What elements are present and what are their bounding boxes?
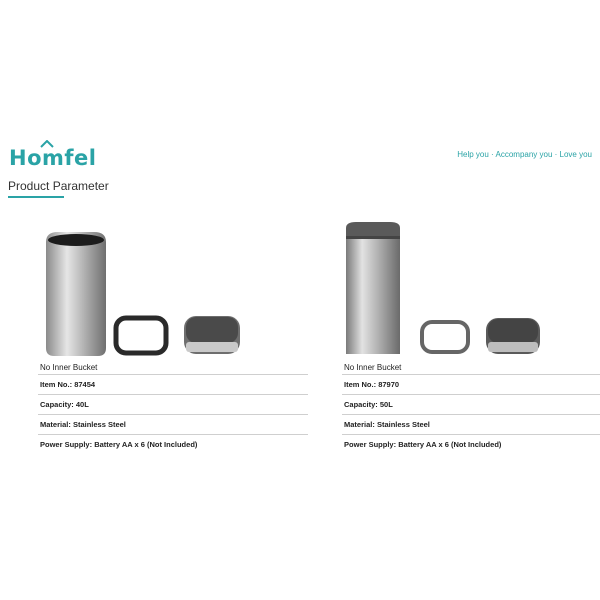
product-note-1: No Inner Bucket: [40, 363, 98, 372]
product-images-2: [342, 220, 600, 360]
item-value: 87970: [378, 380, 400, 389]
capacity-label: Capacity:: [344, 400, 378, 409]
item-label: Item No.:: [40, 380, 73, 389]
section-title: Product Parameter: [8, 179, 109, 193]
trash-can-50l-image: [342, 220, 552, 360]
product-card-2: [342, 220, 600, 454]
brand-logo: Homfel: [9, 146, 97, 170]
power-row-2: [342, 434, 600, 454]
material-value: Stainless Steel: [72, 420, 126, 429]
capacity-row-1: [38, 394, 308, 414]
item-no-row-1: [38, 374, 308, 394]
capacity-value: 40L: [75, 400, 89, 409]
item-label: Item No.:: [344, 380, 377, 389]
material-row-1: [38, 414, 308, 434]
power-label: Power Supply:: [40, 440, 93, 449]
brand-slogan: Help you · Accompany you · Love you: [457, 150, 592, 159]
material-row-2: [342, 414, 600, 434]
capacity-value: 50L: [379, 400, 393, 409]
item-value: 87454: [74, 380, 96, 389]
power-row-1: [38, 434, 308, 454]
power-label: Power Supply:: [344, 440, 397, 449]
trash-can-40l-image: [38, 220, 248, 360]
product-note-2: No Inner Bucket: [344, 363, 402, 372]
material-value: Stainless Steel: [376, 420, 430, 429]
power-value: Battery AA x 6 (Not Included): [94, 440, 198, 449]
material-label: Material:: [40, 420, 71, 429]
item-no-row-2: [342, 374, 600, 394]
capacity-label: Capacity:: [40, 400, 74, 409]
material-label: Material:: [344, 420, 375, 429]
product-card-1: [38, 220, 308, 454]
product-images-1: [38, 220, 308, 360]
power-value: Battery AA x 6 (Not Included): [398, 440, 502, 449]
capacity-row-2: [342, 394, 600, 414]
title-underline: [8, 196, 64, 198]
house-roof-icon: [40, 140, 54, 148]
